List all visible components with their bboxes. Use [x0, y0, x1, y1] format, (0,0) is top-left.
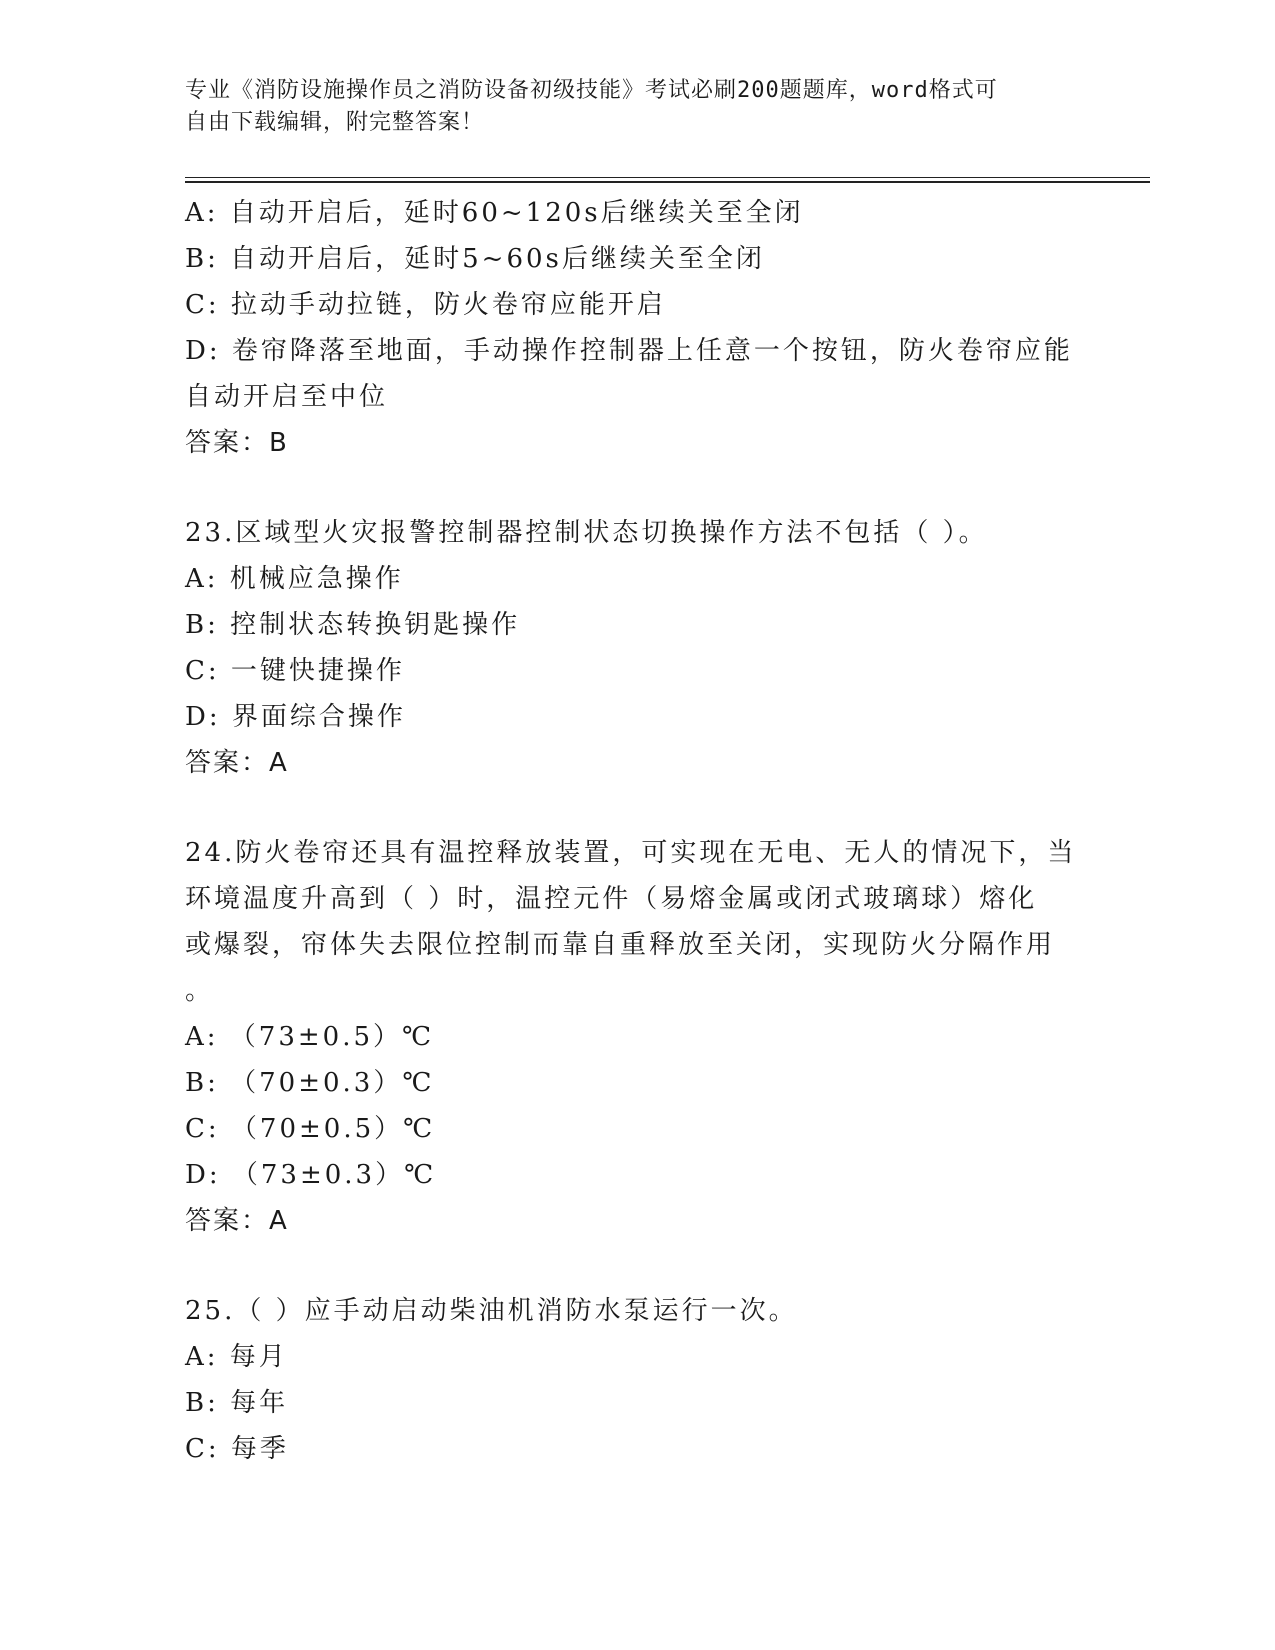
option-c: C: 每季	[185, 1434, 289, 1464]
option-a: A: 自动开启后，延时60~120s后继续关至全闭	[185, 198, 804, 228]
option-a: A: （73±0.5）℃	[185, 1022, 435, 1052]
option-d: D: （73±0.3）℃	[185, 1160, 437, 1190]
question-text-line-1: 24.防火卷帘还具有温控释放装置，可实现在无电、无人的情况下，当	[185, 838, 1077, 868]
option-a: A: 机械应急操作	[185, 564, 404, 594]
header-divider-thick	[185, 181, 1150, 183]
question-text-line-3: 或爆裂，帘体失去限位控制而靠自重释放至关闭，实现防火分隔作用	[185, 930, 1056, 960]
option-c: C: 一键快捷操作	[185, 656, 405, 686]
option-d: D: 卷帘降落至地面，手动操作控制器上任意一个按钮，防火卷帘应能	[185, 336, 1073, 366]
option-b: B: 每年	[185, 1388, 289, 1418]
question-text: 25.（ ）应手动启动柴油机消防水泵运行一次。	[185, 1296, 798, 1326]
option-c: C: 拉动手动拉链，防火卷帘应能开启	[185, 290, 666, 320]
option-d: D: 界面综合操作	[185, 702, 406, 732]
header-line-2: 自由下载编辑，附完整答案！	[185, 110, 485, 135]
question-list	[185, 190, 1077, 1472]
question-text: 23.区域型火灾报警控制器控制状态切换操作方法不包括（ ）。	[185, 518, 988, 548]
header-divider-thin	[185, 177, 1150, 178]
question-25	[185, 1288, 1065, 1472]
question-text-line-4: 。	[185, 976, 215, 1006]
option-d-continued: 自动开启至中位	[185, 382, 389, 412]
question-23	[185, 510, 1065, 786]
option-a: A: 每月	[185, 1342, 288, 1372]
question-24	[185, 830, 1077, 1244]
option-b: B: 控制状态转换钥匙操作	[185, 610, 521, 640]
document-header	[185, 75, 1065, 139]
option-b: B: （70±0.3）℃	[185, 1068, 435, 1098]
answer-label: 答案：A	[185, 748, 289, 778]
header-line-1: 专业《消防设施操作员之消防设备初级技能》考试必刷200题题库，word格式可	[185, 78, 998, 103]
answer-label: 答案：A	[185, 1206, 289, 1236]
option-c: C: （70±0.5）℃	[185, 1114, 436, 1144]
option-b: B: 自动开启后，延时5~60s后继续关至全闭	[185, 244, 765, 274]
question-text-line-2: 环境温度升高到（ ）时，温控元件（易熔金属或闭式玻璃球）熔化	[185, 884, 1038, 914]
question-22	[185, 190, 1073, 466]
answer-label: 答案：B	[185, 428, 289, 458]
